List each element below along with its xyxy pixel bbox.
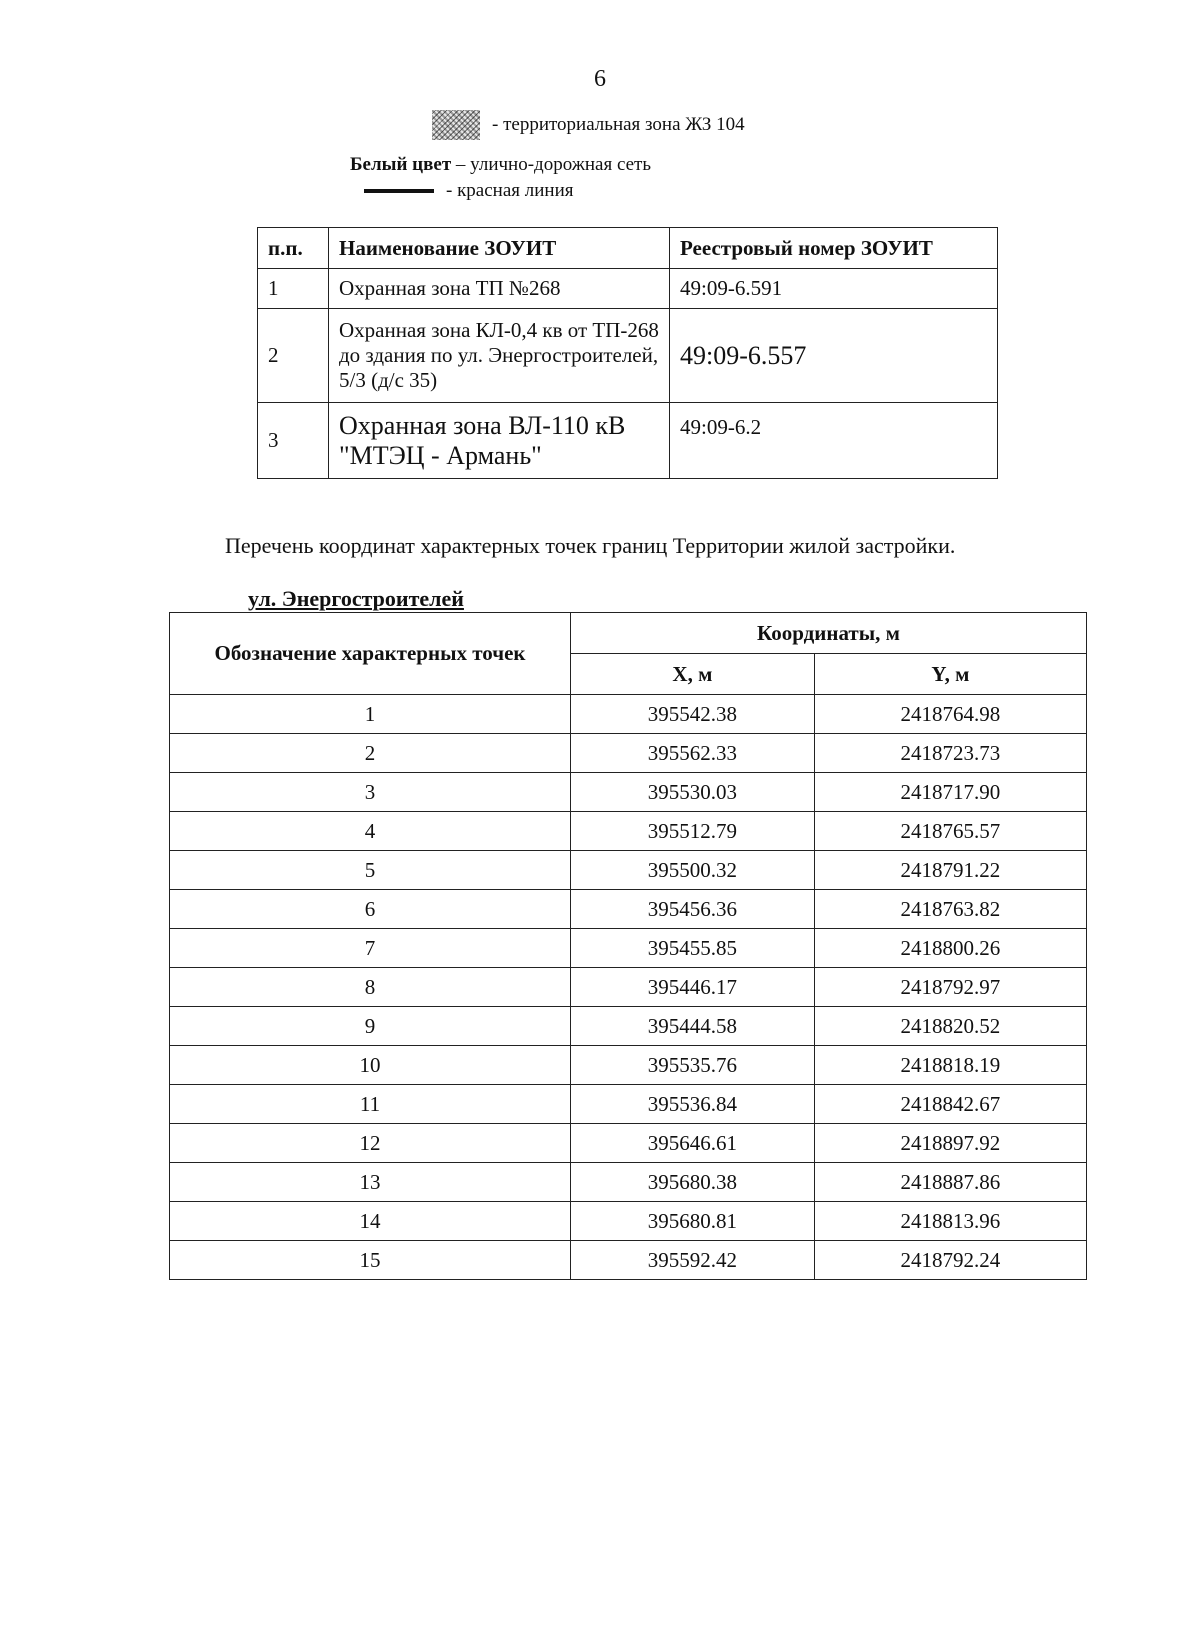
legend-white-label: Белый цвет [350, 154, 452, 175]
table-cell: 13 [170, 1163, 571, 1202]
table-row [170, 773, 1087, 812]
table-header-row [258, 228, 998, 269]
table-row [170, 1241, 1087, 1280]
table-cell: 2418897.92 [814, 1124, 1086, 1163]
table-cell: 2418792.24 [814, 1241, 1086, 1280]
coordinates-table [169, 612, 1087, 1280]
table-cell: 1 [258, 269, 329, 309]
header-cell: X, м [571, 654, 815, 695]
table-header-row [170, 613, 1087, 654]
hatch-swatch-icon [432, 110, 480, 140]
line-swatch-icon [364, 189, 434, 193]
table-cell: 2418765.57 [814, 812, 1086, 851]
table-cell: 395500.32 [571, 851, 815, 890]
zouit-table [257, 227, 998, 479]
table-cell: 395455.85 [571, 929, 815, 968]
table-cell: 10 [170, 1046, 571, 1085]
table-cell: 2418792.97 [814, 968, 1086, 1007]
coordinates-table-body [170, 695, 1087, 1280]
table-cell: 8 [170, 968, 571, 1007]
table-row [170, 1163, 1087, 1202]
table-cell: 7 [170, 929, 571, 968]
table-cell: 2418764.98 [814, 695, 1086, 734]
header-cell: Наименование ЗОУИТ [329, 228, 670, 269]
table-cell: 49:09-6.591 [670, 269, 998, 309]
table-cell: 2 [170, 734, 571, 773]
street-heading: ул. Энергостроителей [248, 586, 464, 611]
table-row [170, 1046, 1087, 1085]
table-cell: 49:09-6.2 [670, 403, 998, 479]
table-cell: 395446.17 [571, 968, 815, 1007]
table-cell: 395530.03 [571, 773, 815, 812]
header-cell: п.п. [258, 228, 329, 269]
table-cell: 11 [170, 1085, 571, 1124]
table-cell: 14 [170, 1202, 571, 1241]
table-cell: Охранная зона ТП №268 [329, 269, 670, 309]
table-cell: 2418763.82 [814, 890, 1086, 929]
table-cell: 2418818.19 [814, 1046, 1086, 1085]
table-cell: 395535.76 [571, 1046, 815, 1085]
coords-caption: Перечень координат характерных точек границ Территории жилой застройки. [225, 533, 956, 558]
table-cell: 5 [170, 851, 571, 890]
table-cell: 395512.79 [571, 812, 815, 851]
table-cell: 395680.81 [571, 1202, 815, 1241]
table-cell: 395592.42 [571, 1241, 815, 1280]
header-cell: Y, м [814, 654, 1086, 695]
table-cell: 12 [170, 1124, 571, 1163]
table-row [170, 1085, 1087, 1124]
table-cell: 2418887.86 [814, 1163, 1086, 1202]
table-cell: 395562.33 [571, 734, 815, 773]
table-row [170, 734, 1087, 773]
table-row [258, 403, 998, 479]
table-cell: 2418723.73 [814, 734, 1086, 773]
table-cell: 3 [170, 773, 571, 812]
table-row [170, 695, 1087, 734]
table-cell: Охранная зона ВЛ-110 кВ "МТЭЦ - Армань" [329, 403, 670, 479]
table-cell: 1 [170, 695, 571, 734]
table-cell: 49:09-6.557 [670, 309, 998, 403]
table-row [258, 269, 998, 309]
table-cell: 2418791.22 [814, 851, 1086, 890]
table-row [170, 929, 1087, 968]
table-cell: 6 [170, 890, 571, 929]
table-cell: 395542.38 [571, 695, 815, 734]
page-number: 6 [594, 66, 606, 92]
table-cell: 2418820.52 [814, 1007, 1086, 1046]
legend-zone-text: - территориальная зона ЖЗ 104 [492, 114, 745, 135]
table-cell: 395536.84 [571, 1085, 815, 1124]
table-cell: 2418842.67 [814, 1085, 1086, 1124]
table-row [170, 968, 1087, 1007]
table-cell: 3 [258, 403, 329, 479]
table-cell: 2418813.96 [814, 1202, 1086, 1241]
table-row [258, 309, 998, 403]
table-cell: 2 [258, 309, 329, 403]
legend-red-line-item [364, 180, 574, 202]
table-row [170, 1124, 1087, 1163]
header-cell: Реестровый номер ЗОУИТ [670, 228, 998, 269]
table-cell: 15 [170, 1241, 571, 1280]
header-cell: Обозначение характерных точек [170, 613, 571, 695]
table-cell: 2418800.26 [814, 929, 1086, 968]
table-cell: 2418717.90 [814, 773, 1086, 812]
legend-red-line-text: - красная линия [446, 180, 574, 201]
table-cell: 395444.58 [571, 1007, 815, 1046]
table-row [170, 851, 1087, 890]
table-row [170, 812, 1087, 851]
table-cell: 4 [170, 812, 571, 851]
table-row [170, 1202, 1087, 1241]
legend-white-item [350, 154, 651, 176]
table-cell: 395646.61 [571, 1124, 815, 1163]
legend-white-text: – улично-дорожная сеть [451, 154, 652, 175]
table-cell: Охранная зона КЛ-0,4 кв от ТП-268 до здания по ул. Энергостроителей, 5/3 (д/с 35) [329, 309, 670, 403]
header-cell: Координаты, м [571, 613, 1087, 654]
table-row [170, 890, 1087, 929]
table-row [170, 1007, 1087, 1046]
legend-zone-item [432, 110, 745, 140]
table-cell: 395680.38 [571, 1163, 815, 1202]
table-cell: 395456.36 [571, 890, 815, 929]
table-cell: 9 [170, 1007, 571, 1046]
